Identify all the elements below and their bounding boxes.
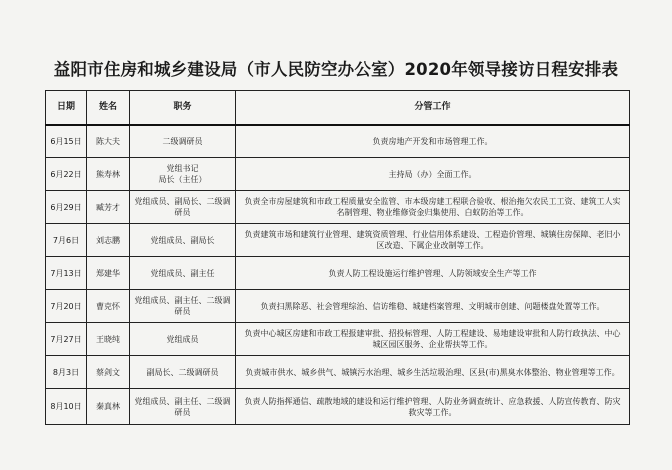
- column-header-date: 日期: [46, 91, 87, 125]
- name-cell: 刘志鹏: [87, 224, 130, 257]
- date-cell: 6月29日: [46, 191, 87, 224]
- schedule-table: [45, 90, 630, 425]
- position-cell: 党组书记 局长（主任）: [130, 158, 236, 191]
- name-cell: 陈大夫: [87, 125, 130, 158]
- date-cell: 6月22日: [46, 158, 87, 191]
- date-cell: 7月13日: [46, 257, 87, 290]
- position-cell: 党组成员、副主任: [130, 257, 236, 290]
- table-row: [46, 356, 630, 389]
- table-row: [46, 389, 630, 425]
- table-row: [46, 158, 630, 191]
- duty-cell: 负责全市房屋建筑和市政工程质量安全监管、市本级房建工程联合验收、根治拖欠农民工工资、建筑工人实名制管理、物业维修资金归集使用、白蚁防治等工作。: [236, 191, 630, 224]
- date-cell: 7月6日: [46, 224, 87, 257]
- table-row: [46, 125, 630, 158]
- position-cell: 党组成员: [130, 323, 236, 356]
- name-cell: 秦真林: [87, 389, 130, 425]
- name-cell: 曹克怀: [87, 290, 130, 323]
- name-cell: 臧芳才: [87, 191, 130, 224]
- duty-cell: 负责房地产开发和市场管理工作。: [236, 125, 630, 158]
- table-row: [46, 290, 630, 323]
- position-cell: 副局长、二级调研员: [130, 356, 236, 389]
- position-cell: 党组成员、副局长: [130, 224, 236, 257]
- name-cell: 王晓纯: [87, 323, 130, 356]
- date-cell: 8月3日: [46, 356, 87, 389]
- page-title: 益阳市住房和城乡建设局（市人民防空办公室）2020年领导接访日程安排表: [53, 60, 619, 79]
- table-header-row: [46, 91, 630, 125]
- duty-cell: 负责人防工程设施运行维护管理、人防领域安全生产等工作: [236, 257, 630, 290]
- position-cell: 二级调研员: [130, 125, 236, 158]
- duty-cell: 负责中心城区房建和市政工程报建审批、招投标管理、人防工程建设、易地建设审批和人防行政执法、中心城区园区服务、企业帮扶等工作。: [236, 323, 630, 356]
- position-cell: 党组成员、副主任、二级调研员: [130, 290, 236, 323]
- duty-cell: 负责人防指挥通信、疏散地域的建设和运行维护管理、人防业务调查统计、应急救援、人防宣传教育、防灾救灾等工作。: [236, 389, 630, 425]
- column-header-duty: 分管工作: [236, 91, 630, 125]
- column-header-name: 姓名: [87, 91, 130, 125]
- column-header-position: 职务: [130, 91, 236, 125]
- duty-cell: 主持局（办）全面工作。: [236, 158, 630, 191]
- duty-cell: 负责扫黑除恶、社会管理综治、信访维稳、城建档案管理、文明城市创建、问题楼盘处置等工作。: [236, 290, 630, 323]
- name-cell: 蔡剑文: [87, 356, 130, 389]
- duty-cell: 负责城市供水、城乡供气、城镇污水治理、城乡生活垃圾治理、区县(市)黑臭水体整治、物业管理等工作。: [236, 356, 630, 389]
- name-cell: 熊寿林: [87, 158, 130, 191]
- date-cell: 7月27日: [46, 323, 87, 356]
- position-cell: 党组成员、副主任、二级调研员: [130, 389, 236, 425]
- date-cell: 6月15日: [46, 125, 87, 158]
- date-cell: 7月20日: [46, 290, 87, 323]
- table-row: [46, 224, 630, 257]
- table-row: [46, 191, 630, 224]
- table-row: [46, 257, 630, 290]
- table-row: [46, 323, 630, 356]
- position-cell: 党组成员、副局长、二级调研员: [130, 191, 236, 224]
- duty-cell: 负责建筑市场和建筑行业管理、建筑资质管理、行业信用体系建设、工程造价管理、城镇住房保障、老旧小区改造、下属企业改制等工作。: [236, 224, 630, 257]
- name-cell: 郑建华: [87, 257, 130, 290]
- date-cell: 8月10日: [46, 389, 87, 425]
